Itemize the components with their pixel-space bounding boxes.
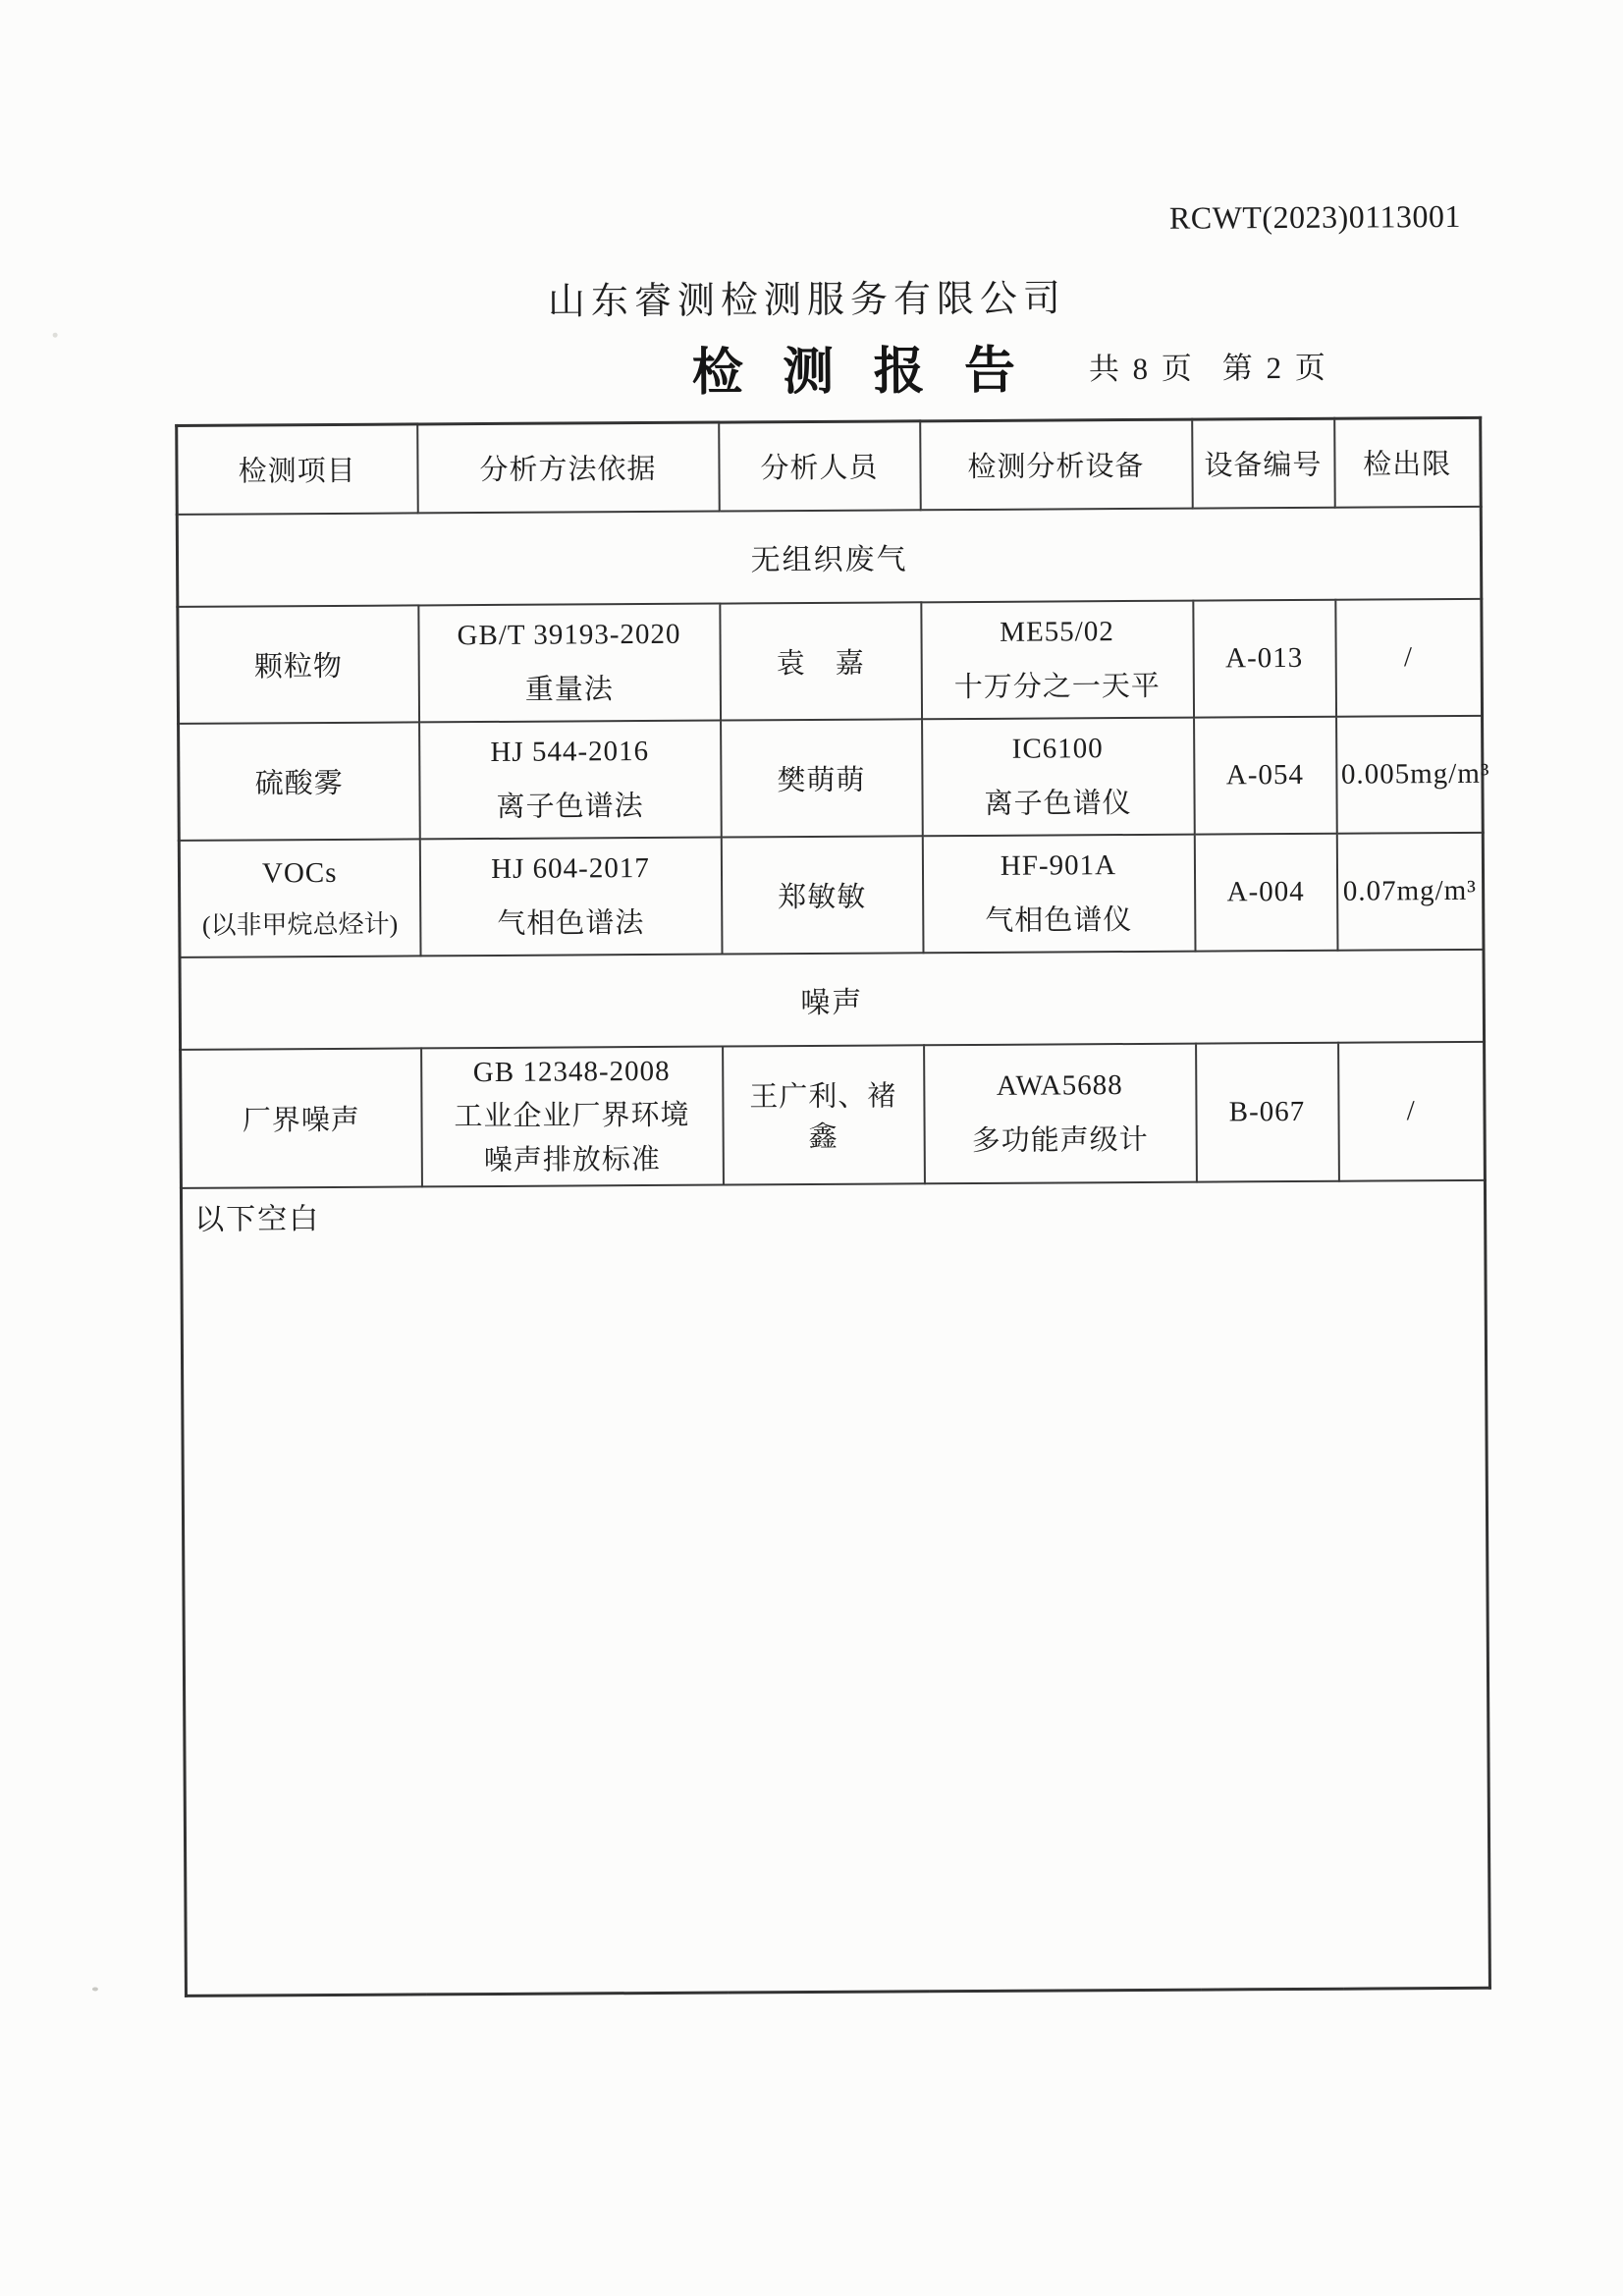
section-row-unorganized-gas — [177, 506, 1482, 606]
cell-device — [922, 834, 1195, 953]
test-report-table-wrap — [175, 416, 1488, 1997]
test-report-table — [175, 416, 1491, 1997]
col-header-equipment-no: 设备编号 — [1192, 418, 1335, 508]
cell-line: (以非甲烷总烃计) — [201, 909, 399, 940]
cell-line: GB 12348-2008 — [472, 1055, 671, 1088]
blank-row — [181, 1179, 1489, 1995]
cell-line: 工业企业厂界环境 — [454, 1099, 690, 1132]
cell-item: 厂界噪声 — [181, 1048, 422, 1187]
cell-analyst: 袁 嘉 — [720, 602, 922, 720]
cell-method — [419, 837, 722, 956]
scan-speck — [53, 333, 58, 338]
cell-line: 十万分之一天平 — [953, 670, 1161, 704]
report-title: 检 测 报 告 — [691, 342, 1029, 402]
cell-line: 噪声排放标准 — [483, 1143, 661, 1176]
cell-line: VOCs — [261, 856, 338, 890]
section-label-unorganized-gas: 无组织废气 — [177, 506, 1482, 606]
cell-line: GB/T 39193-2020 — [457, 618, 681, 651]
cell-limit: / — [1335, 598, 1483, 716]
cell-analyst: 王广利、褚 鑫 — [723, 1045, 925, 1184]
col-header-equipment: 检测分析设备 — [920, 419, 1193, 510]
cell-device — [922, 717, 1195, 836]
company-name: 山东睿测检测服务有限公司 — [547, 278, 1067, 323]
cell-line: ME55/02 — [1000, 615, 1114, 648]
cell-device — [921, 600, 1194, 719]
cell-limit: 0.07mg/m³ — [1336, 833, 1484, 951]
table-header-row — [177, 417, 1482, 514]
table-row-boundary-noise — [181, 1042, 1486, 1188]
scan-speck — [92, 1987, 98, 1991]
cell-line: 重量法 — [524, 674, 614, 706]
cell-line: 离子色谱仪 — [984, 788, 1132, 821]
col-header-method-basis: 分析方法依据 — [417, 422, 720, 513]
cell-analyst: 樊萌萌 — [721, 719, 923, 837]
cell-line: HF-901A — [1000, 848, 1117, 882]
col-header-test-item: 检测项目 — [177, 424, 418, 514]
table-row-sulfuric-acid-mist — [179, 715, 1484, 840]
cell-line: 离子色谱法 — [496, 791, 644, 824]
cell-device-no: A-013 — [1193, 599, 1336, 717]
cell-device-no: A-004 — [1194, 833, 1337, 951]
cell-line: AWA5688 — [996, 1068, 1123, 1102]
cell-analyst: 郑敏敏 — [721, 836, 923, 954]
col-header-analyst: 分析人员 — [719, 421, 921, 511]
cell-line: 多功能声级计 — [971, 1124, 1149, 1158]
cell-line: HJ 604-2017 — [491, 851, 650, 885]
col-header-detection-limit: 检出限 — [1334, 417, 1482, 507]
cell-limit: 0.005mg/m³ — [1336, 715, 1484, 833]
section-label-noise: 噪声 — [180, 950, 1485, 1050]
cell-item — [179, 839, 420, 957]
blank-below-note: 以下空白 — [181, 1179, 1489, 1995]
cell-method — [421, 1046, 724, 1186]
table-row-particulate — [178, 598, 1483, 723]
cell-line: HJ 544-2016 — [490, 735, 650, 768]
cell-line: IC6100 — [1011, 732, 1104, 765]
cell-method — [419, 720, 722, 839]
cell-device-no: B-067 — [1196, 1043, 1339, 1182]
section-row-noise — [180, 950, 1485, 1050]
pages-total: 共 8 页 — [1088, 351, 1195, 387]
page-current: 第 2 页 — [1221, 350, 1328, 386]
cell-method — [418, 603, 721, 722]
cell-device — [924, 1043, 1197, 1183]
page-info — [1089, 343, 1328, 388]
cell-item: 颗粒物 — [178, 605, 419, 724]
cell-device-no: A-054 — [1194, 716, 1337, 834]
cell-line: 气相色谱仪 — [985, 904, 1133, 938]
cell-limit: / — [1338, 1042, 1486, 1181]
cell-item: 硫酸雾 — [179, 722, 420, 841]
table-row-vocs — [179, 833, 1484, 957]
cell-line: 气相色谱法 — [497, 907, 645, 941]
report-number: RCWT(2023)0113001 — [1168, 197, 1462, 236]
